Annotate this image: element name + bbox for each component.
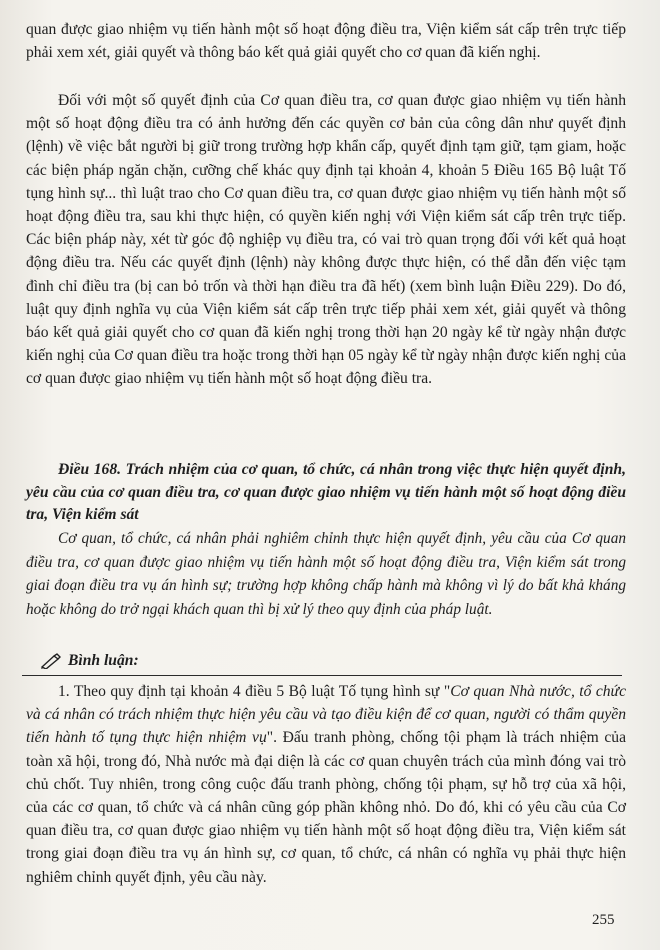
- paragraph-1: quan được giao nhiệm vụ tiến hành một số hoạt động điều tra, Viện kiểm sát cấp trên trực tiếp phải xem xét, giải quyết và thông báo kết quả giải quyết cho cơ quan đã kiến nghị.: [26, 21, 626, 62]
- article-body: Cơ quan, tổ chức, cá nhân phải nghiêm chỉnh thực hiện quyết định, yêu cầu của Cơ quan điều tra, cơ quan được giao nhiệm vụ tiến hành một số hoạt động điều tra, Viện kiểm sát trong giai đoạn điều tra vụ án hình sự; trường hợp không chấp hành mà không vì lý do bất khả kháng hoặc không do trở ngại khách quan thì bị xử lý theo quy định của pháp luật.: [26, 530, 626, 618]
- commentary-heading-label: [40, 652, 139, 670]
- commentary-p1-end: ". Đấu tranh phòng, chống tội phạm là trách nhiệm của toàn xã hội, trong đó, Nhà nước mà đại diện là các cơ quan chuyên trách của mình đóng vai trò chủ chốt. Tuy nhiên, trong công cuộc đấu tranh phòng, chống tội phạm, sự hỗ trợ của xã hội, của các cơ quan, tổ chức và cá nhân cũng góp phần không nhỏ. Do đó, khi có yêu cầu của Cơ quan điều tra, cơ quan được giao nhiệm vụ tiến hành một số hoạt động điều tra, Viện kiểm sát trong giai đoạn điều tra vụ án hình sự, cơ quan, tổ chức, cá nhân có nghĩa vụ phải thực hiện nghiêm chỉnh quyết định, yêu cầu này.: [26, 729, 626, 886]
- article-title: Điều 168. Trách nhiệm của cơ quan, tổ chức, cá nhân trong việc thực hiện quyết định, yêu cầu của cơ quan điều tra, cơ quan được giao nhiệm vụ tiến hành một số hoạt động điều tra, Viện kiểm sát: [26, 461, 626, 523]
- commentary-divider: [22, 675, 622, 676]
- commentary-heading-text: Bình luận:: [68, 652, 139, 669]
- article-168: [26, 459, 626, 527]
- pen-icon: [40, 653, 62, 669]
- article-168-body: [26, 527, 626, 621]
- commentary-heading: [40, 652, 340, 674]
- commentary-paragraph-1: [26, 680, 626, 889]
- commentary-body: [26, 680, 626, 889]
- paragraph-explanation: [26, 89, 626, 391]
- commentary-p1-start: 1. Theo quy định tại khoản 4 điều 5 Bộ luật Tố tụng hình sự ": [58, 683, 451, 700]
- paragraph-continuation: [26, 18, 626, 64]
- commentary-p1-quote: Cơ quan Nhà nước, tổ chức và cá nhân có trách nhiệm thực hiện yêu cầu và tạo điều kiện để cơ quan, người có thẩm quyền tiến hành tố tụng thực hiện nhiệm vụ: [26, 683, 626, 747]
- paragraph-2: Đối với một số quyết định của Cơ quan điều tra, cơ quan được giao nhiệm vụ tiến hành một số hoạt động điều tra có ảnh hưởng đến các quyền cơ bản của công dân như quyết định (lệnh) về việc bắt người bị giữ trong trường hợp khẩn cấp, quyết định tạm giữ, tạm giam, hoặc các biện pháp ngăn chặn, cưỡng chế khác quy định tại khoản 4, khoản 5 Điều 165 Bộ luật Tố tụng hình sự... thì luật trao cho Cơ quan điều tra, cơ quan được giao nhiệm vụ tiến hành một số hoạt động điều tra, sau khi thực hiện, có quyền kiến nghị với Viện kiểm sát cấp trên trực tiếp. Các biện pháp này, xét từ góc độ nghiệp vụ điều tra, có vai trò quan trọng đối với kết quả hoạt động điều tra. Nếu các quyết định (lệnh) này không được thực hiện, có thể dẫn đến việc tạm đình chỉ điều tra (bị can bỏ trốn và thời hạn điều tra đã hết) (xem bình luận Điều 229). Do đó, luật quy định nghĩa vụ của Viện kiểm sát cấp trên trực tiếp phải xem xét, giải quyết và thông báo kết quả giải quyết cho cơ quan đã kiến nghị trong thời hạn 20 ngày kể từ ngày nhận được kiến nghị của Cơ quan điều tra hoặc trong thời hạn 05 ngày kể từ ngày nhận được kiến nghị của cơ quan được giao nhiệm vụ tiến hành một số hoạt động điều tra.: [26, 92, 626, 388]
- page-number: 255: [592, 912, 615, 928]
